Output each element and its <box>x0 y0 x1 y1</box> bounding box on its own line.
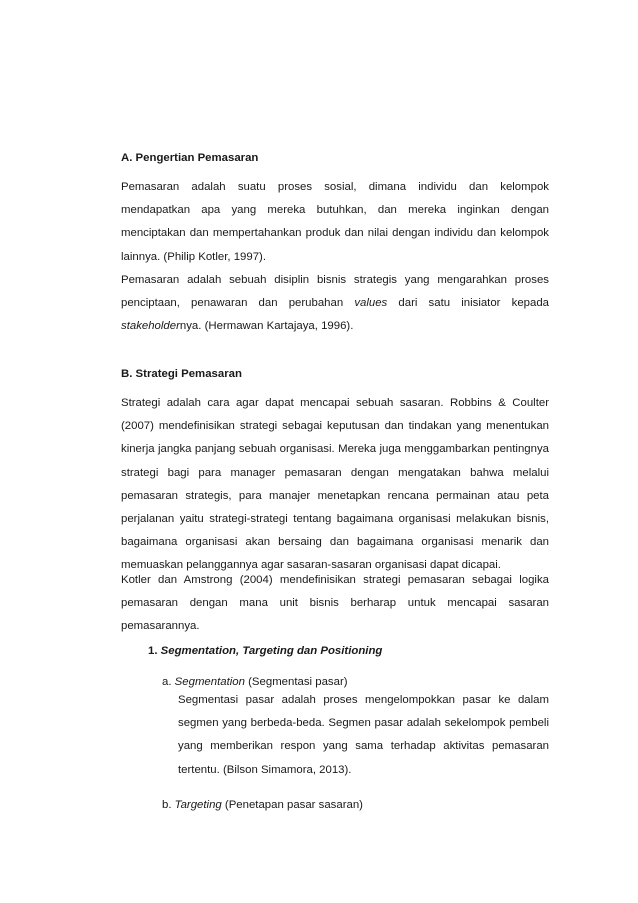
subsection-1-heading <box>148 643 382 659</box>
item-a-letter: a. <box>162 676 175 688</box>
item-b-term-note: (Penetapan pasar sasaran) <box>221 799 363 811</box>
section-b-heading: B. Strategi Pemasaran <box>121 368 242 380</box>
section-a-paragraph-2 <box>121 269 549 339</box>
section-a-paragraph-2-text-1: Pemasaran adalah sebuah disiplin bisnis strategis yang mengarahkan proses penciptaan, penawaran dan perubahan <box>121 274 549 310</box>
section-b-paragraph-1: Strategi adalah cara agar dapat mencapai sebuah sasaran. Robbins & Coulter (2007) mendefinisikan strategi sebagai keputusan dan tindakan yang menentukan kinerja jangka panjang sebuah organisasi. Mereka juga menggambarkan pentingnya strategi bagi para manager pemasaran dengan mengatakan bahwa melalui pemasaran strategis, para manajer menetapkan rencana permainan atau peta perjalanan yaitu strategi-strategi tentang bagaimana organisasi melakukan bisnis, bagaimana organisasi akan bersaing dan bagaimana organisasi menarik dan memuaskan pelanggannya agar sasaran-sasaran organisasi dapat dicapai. <box>121 397 549 572</box>
section-b-paragraph-2: Kotler dan Amstrong (2004) mendefinisikan strategi pemasaran sebagai logika pemasaran dengan mana unit bisnis berharap untuk mencapai sasaran pemasarannya. <box>121 574 549 633</box>
subsection-1-title: Segmentation, Targeting dan Positioning <box>160 645 383 657</box>
item-a-body: Segmentasi pasar adalah proses mengelompokkan pasar ke dalam segmen yang berbeda-beda. Segmen pasar adalah sekelompok pembeli yang memberikan respon yang sama terhadap aktivitas pemasaran tertentu. (Bilson Simamora, 2013). <box>178 694 549 776</box>
section-a-paragraph-2-italic-stakeholder: stakeholder <box>121 320 180 333</box>
item-b-letter: b. <box>162 799 175 811</box>
item-a-term-note: (Segmentasi pasar) <box>244 676 348 688</box>
subsection-1-number: 1. <box>148 645 161 657</box>
item-a-term: Segmentation <box>174 676 245 688</box>
item-a-label <box>162 674 348 690</box>
item-b-term: Targeting <box>174 799 222 811</box>
section-a-paragraph-2-text-3: nya. (Hermawan Kartajaya, 1996). <box>179 320 354 333</box>
item-b-label <box>162 797 363 813</box>
section-a-paragraph-2-text-2: dari satu inisiator kepada <box>387 297 549 310</box>
section-a-heading: A. Pengertian Pemasaran <box>121 152 259 164</box>
section-a-paragraph-2-italic-values: values <box>354 297 388 310</box>
section-a-paragraph-1: Pemasaran adalah suatu proses sosial, dimana individu dan kelompok mendapatkan apa yang mereka butuhkan, dan mereka inginkan dengan menciptakan dan mempertahankan produk dan nilai dengan individu dan kelompok lainnya. (Philip Kotler, 1997). <box>121 181 549 263</box>
